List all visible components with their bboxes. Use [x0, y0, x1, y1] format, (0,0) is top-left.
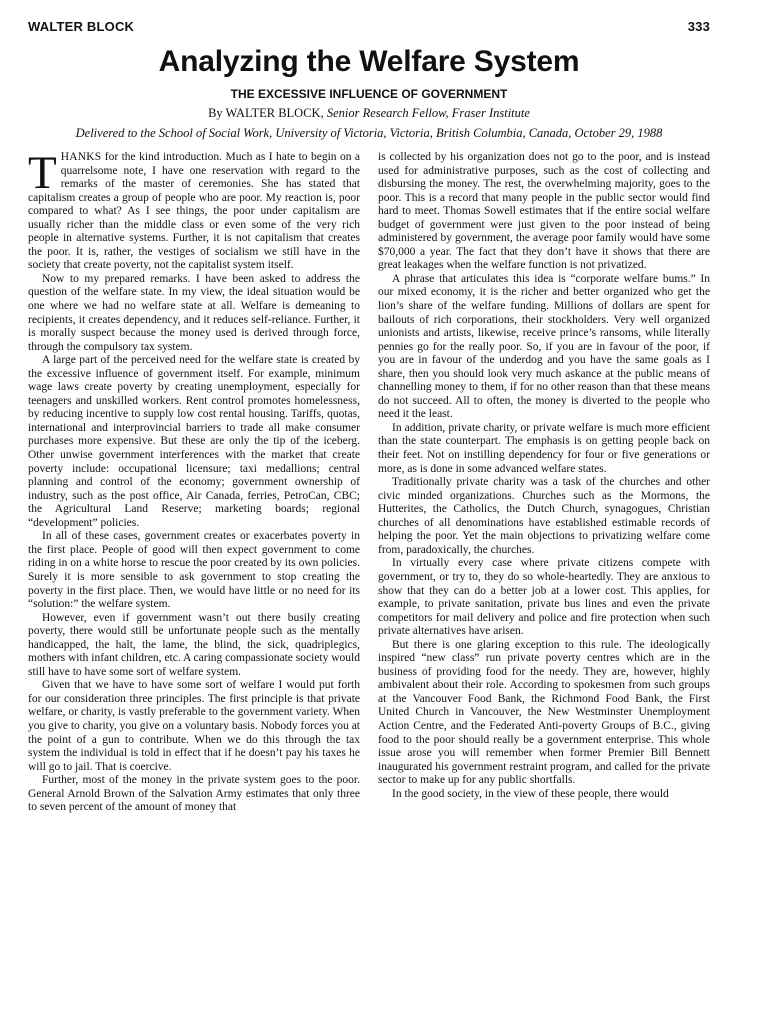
article-subtitle: THE EXCESSIVE INFLUENCE OF GOVERNMENT [230, 87, 508, 101]
left-column [28, 151, 360, 941]
paragraph: Further, most of the money in the private system goes to the poor. General Arnold Brown of the Salvation Army estimates that only three to seven percent of the amount of money that [28, 774, 360, 814]
paragraph: is collected by his organization does not go to the poor, and is instead used for administrative purposes, such as the cost of collecting and disbursing the money. The rest, the overwhelming majority, goes to the poor. This is a record that many people in the public sector would find hard to meet. Thomas Sowell estimates that if the entire social welfare budget of government were just given to the poor instead of being administered by government, the average poor family would have some $70,000 a year. The fact that they don’t have it shows that there are great leakages when the welfare function is not privatized. [378, 151, 710, 272]
page-number: 333 [687, 19, 710, 34]
paragraph: A large part of the perceived need for the welfare state is created by the excessive influence of government itself. For example, minimum wage laws create poverty by creating unemployment, especially for teenagers and unskilled workers. Rent control promotes homelessness, by reducing incentive to supply low cost rental housing. Tariffs, quotas, international and interprovincial barriers to trade all make consumer purchases more expensive. But these are only the tip of the iceberg. Other unwise government interferences with the market that create poverty include: occupational licensure; taxi medallions; central planning and control of the economy; government ownership of industry, such as the post office, Air Canada, ferries, PetroCan, CBC; the Agricultural Land Reserve; marketing boards; regional “development” policies. [28, 354, 360, 529]
paragraph: However, even if government wasn’t out there busily creating poverty, there would still be unfortunate people such as the mentally handicapped, the halt, the lame, the blind, the sick, quadriplegics, mothers with infant children, etc. A caring compassionate society would still have to have some sort of welfare system. [28, 611, 360, 678]
paragraph: In addition, private charity, or private welfare is much more efficient than the state counterpart. The emphasis is on getting people back on their feet. Not on instilling dependency for four or five generations or more, as is done in some advanced welfare states. [378, 421, 710, 475]
paragraph: Now to my prepared remarks. I have been asked to address the question of the welfare state. In my view, the ideal situation would be one where we had no welfare state at all. Welfare is demeaning to recipients, it creates dependency, and it reduces self-reliance. Further, it is morally suspect because the money used is derived through force, through the compulsory tax system. [28, 272, 360, 353]
byline-author: By WALTER BLOCK, [208, 106, 324, 120]
article-title: Analyzing the Welfare System [158, 45, 580, 78]
paragraph: A phrase that articulates this idea is “corporate welfare bums.” In our mixed economy, it is the richer and better organized who get the lion’s share of the welfare funding. Millions of dollars are spent for bailouts of rich corporations, their stockholders. Very well organized unionists and artists, likewise, receive prince’s ransoms, while literally pennies go for the really poor. So, if you are in favour of the poor, if you are in favour of the underdog and you have the same goals as I share, then you should look very much askance at the public means of channelling money to them, if for no other reason than that these means do not succeed. All to often, the money is diverted to the people who need it the least. [378, 272, 710, 421]
paragraph: In virtually every case where private citizens compete with government, or try to, they do so whole-heartedly. They are anxious to show that they can do a better job at a lower cost. This applies, for example, to private sanitation, private bus lines and even the private competitors for mail delivery and police and fire protection when such private alternatives have arisen. [378, 557, 710, 638]
paragraph: Traditionally private charity was a task of the churches and other civic minded organizations. Churches such as the Mormons, the Hutterites, the Catholics, the Dutch Church, synagogues, Christian churches of all denominations have established estimable records of helping the poor. Yet the main objections to privatizing welfare come from, paradoxically, the churches. [378, 476, 710, 556]
byline [28, 106, 710, 121]
delivered-note: Delivered to the School of Social Work, University of Victoria, Victoria, British Columbia, Canada, October 29, 1988 [75, 126, 663, 140]
drop-cap: T [28, 151, 57, 199]
paragraph-text: for the kind introduction. Much as I hate to begin on a quarrelsome note, I have one reservation with regard to the remarks of the master of ceremonies. She has stated that capitalism creates a group of people who are poor. My reaction is, poor compared to what? As I see things, the poor under capitalism are usually richer than the middle class or even some of the very rich people in alternative systems. Further, it is not capitalism that creates the poor. It is, rather, the vestiges of socialism we still have in the society that create poverty, not the capitalist system itself. [28, 151, 360, 272]
paragraph: In the good society, in the view of these people, there would [392, 787, 669, 800]
paragraph: Given that we have to have some sort of welfare I would put forth for our consideration three principles. The first principle is that private welfare, or charity, is vastly preferable to the government variety. When you give to charity, you give on a voluntary basis. Nobody forces you at the point of a gun to contribute. When we do this through the tax system the individual is told in effect that if he doesn’t pay his taxes he will go to jail. That is coercive. [28, 679, 360, 773]
paragraph: In all of these cases, government creates or exacerbates poverty in the first place. People of good will then expect government to come riding in on a white horse to rescue the poor created by its own policies. Surely it is more sensible to ask government to stop creating the poverty in the first place. Then, we would have little or no need for its “solution:” the welfare system. [28, 530, 360, 611]
running-header-author: WALTER BLOCK [28, 19, 135, 34]
lead-in: HANKS [60, 151, 102, 163]
article-body [28, 151, 710, 941]
right-column [378, 151, 710, 941]
running-header [28, 0, 710, 33]
paragraph [28, 151, 360, 273]
paragraph: But there is one glaring exception to this rule. The ideologically inspired “new class” run private poverty centres which are in the business of providing food for the needy. They are, however, highly ambivalent about their role. According to spokesmen from such groups at the Vancouver Food Bank, the Richmond Food Bank, the First United Church in Vancouver, the New Westminster Unemployment Action Centre, and the Federated Anti-poverty Groups of B.C., giving food to the poor should really be a government enterprise. This whole issue arose you will remember when former Premier Bill Bennett inaugurated his government restraint program, and called for the private sector to make up for any public shortfalls. [378, 638, 710, 787]
byline-affiliation: Senior Research Fellow, Fraser Institute [326, 106, 530, 120]
